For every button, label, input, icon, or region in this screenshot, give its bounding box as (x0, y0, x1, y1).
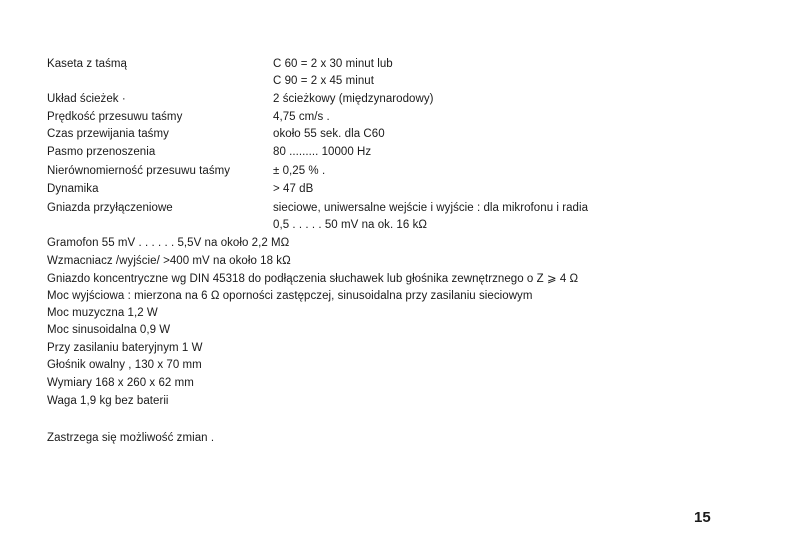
spec-label-sockets: Gniazda przyłączeniowe (47, 202, 173, 214)
spec-value-cassette-c90: C 90 = 2 x 45 minut (273, 75, 374, 87)
line-coaxial-socket: Gniazdo koncentryczne wg DIN 45318 do podłączenia słuchawek lub głośnika zewnętrznego o Z ⩾ 4 Ω (47, 273, 579, 285)
spec-label-dynamics: Dynamika (47, 183, 99, 195)
spec-value-sockets: sieciowe, uniwersalne wejście i wyjście : dla mikrofonu i radia (273, 202, 589, 214)
spec-value-frequency-range: 80 ......... 10000 Hz (273, 146, 372, 158)
line-music-power: Moc muzyczna 1,2 W (47, 307, 158, 319)
spec-value-tracks: 2 ścieżkowy (międzynarodowy) (273, 93, 434, 105)
spec-label-cassette: Kaseta z taśmą (47, 58, 127, 70)
spec-value-cassette: C 60 = 2 x 30 minut lub (273, 58, 393, 70)
line-weight: Waga 1,9 kg bez baterii (47, 395, 169, 407)
spec-value-tape-speed: 4,75 cm/s . (273, 111, 330, 123)
spec-value-sockets-level: 0,5 . . . . . 50 mV na ok. 16 kΩ (273, 219, 428, 231)
spec-value-wow-flutter: ± 0,25 % . (273, 165, 326, 177)
line-speaker: Głośnik owalny , 130 x 70 mm (47, 359, 202, 371)
line-amplifier: Wzmacniacz /wyjście/ >400 mV na około 18 kΩ (47, 255, 291, 267)
spec-label-tracks: Układ ścieżek · (47, 93, 126, 105)
spec-label-wow-flutter: Nierównomierność przesuwu taśmy (47, 165, 231, 177)
spec-label-frequency-range: Pasmo przenoszenia (47, 146, 156, 158)
line-sine-power: Moc sinusoidalna 0,9 W (47, 324, 171, 336)
spec-value-rewind-time: około 55 sek. dla C60 (273, 128, 385, 140)
line-turntable: Gramofon 55 mV . . . . . . 5,5V na około 2,2 MΩ (47, 237, 290, 249)
note-changes-reserved: Zastrzega się możliwość zmian . (47, 432, 215, 444)
spec-label-tape-speed: Prędkość przesuwu taśmy (47, 111, 183, 123)
line-output-power: Moc wyjściowa : mierzona na 6 Ω oporności zastępczej, sinusoidalna przy zasilaniu sieciowym (47, 290, 533, 302)
spec-value-dynamics: > 47 dB (273, 183, 314, 195)
line-battery-power: Przy zasilaniu bateryjnym 1 W (47, 342, 203, 354)
line-dimensions: Wymiary 168 x 260 x 62 mm (47, 377, 194, 389)
page-number: 15 (694, 509, 711, 526)
spec-label-rewind-time: Czas przewijania taśmy (47, 128, 169, 140)
